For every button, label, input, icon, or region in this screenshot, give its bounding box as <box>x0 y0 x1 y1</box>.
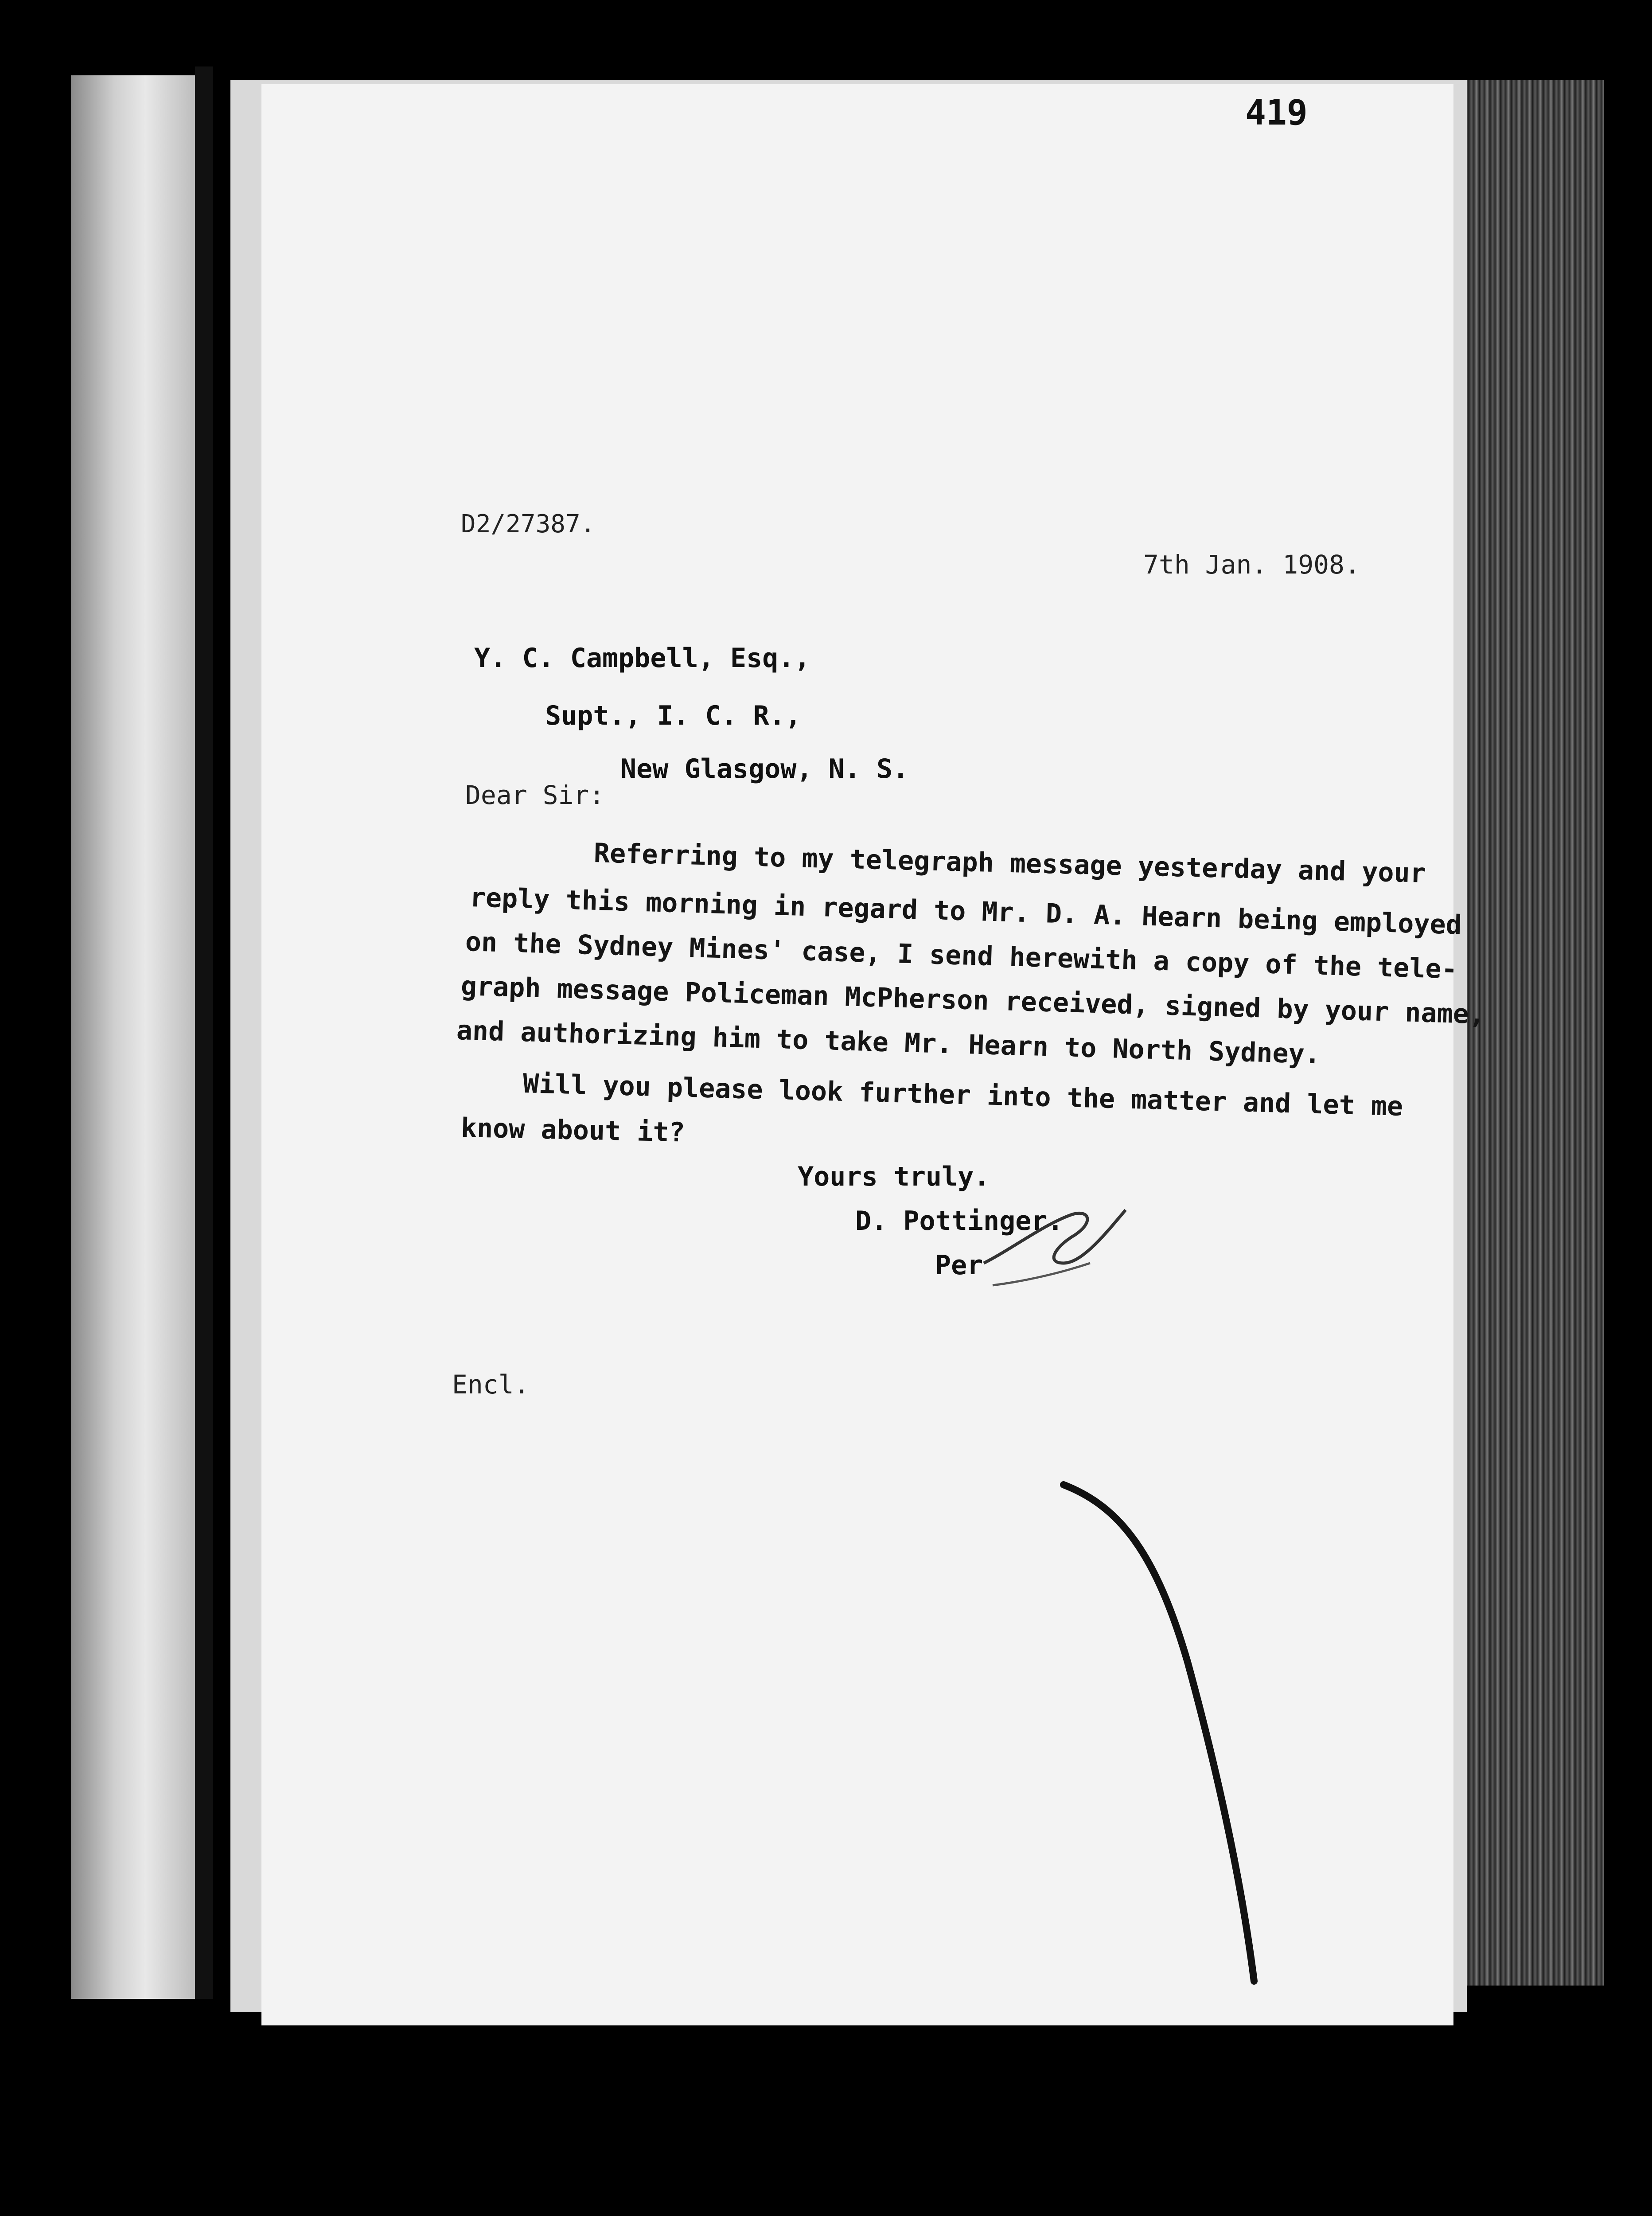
body-line: on the Sydney Mines' case, I send herewith a copy of the tele- <box>465 926 1458 985</box>
body-line: Referring to my telegraph message yesterday and your <box>593 838 1426 889</box>
page-stack-gutter <box>195 66 213 1999</box>
addressee-title: Supt., I. C. R., <box>545 700 801 731</box>
salutation: Dear Sir: <box>465 780 605 810</box>
body-line: know about it? <box>460 1112 686 1148</box>
closing: Yours truly. <box>798 1161 990 1192</box>
page-stack-right <box>1458 80 1604 1986</box>
body-line: Will you please look further into the matter and let me <box>522 1068 1404 1122</box>
per-label: Per <box>935 1250 983 1281</box>
handwritten-initials <box>957 1197 1143 1294</box>
body-line: reply this morning in regard to Mr. D. A. Hearn being employed <box>469 882 1462 941</box>
addressee-location: New Glasgow, N. S. <box>620 753 909 784</box>
body-line: graph message Policeman McPherson received, signed by your name, <box>460 971 1485 1030</box>
enclosure-note: Encl. <box>452 1369 530 1400</box>
body-line: and authorizing him to take Mr. Hearn to North Sydney. <box>456 1015 1321 1070</box>
ink-stroke-mark <box>1055 1476 1285 1990</box>
letter-date: 7th Jan. 1908. <box>1143 550 1360 580</box>
addressee-name: Y. C. Campbell, Esq., <box>474 643 810 674</box>
letter-reference: D2/27387. <box>461 510 596 538</box>
page-stack-left <box>71 75 195 1999</box>
signatory: D. Pottinger. <box>855 1206 1064 1237</box>
folio-number: 419 <box>1245 93 1308 133</box>
